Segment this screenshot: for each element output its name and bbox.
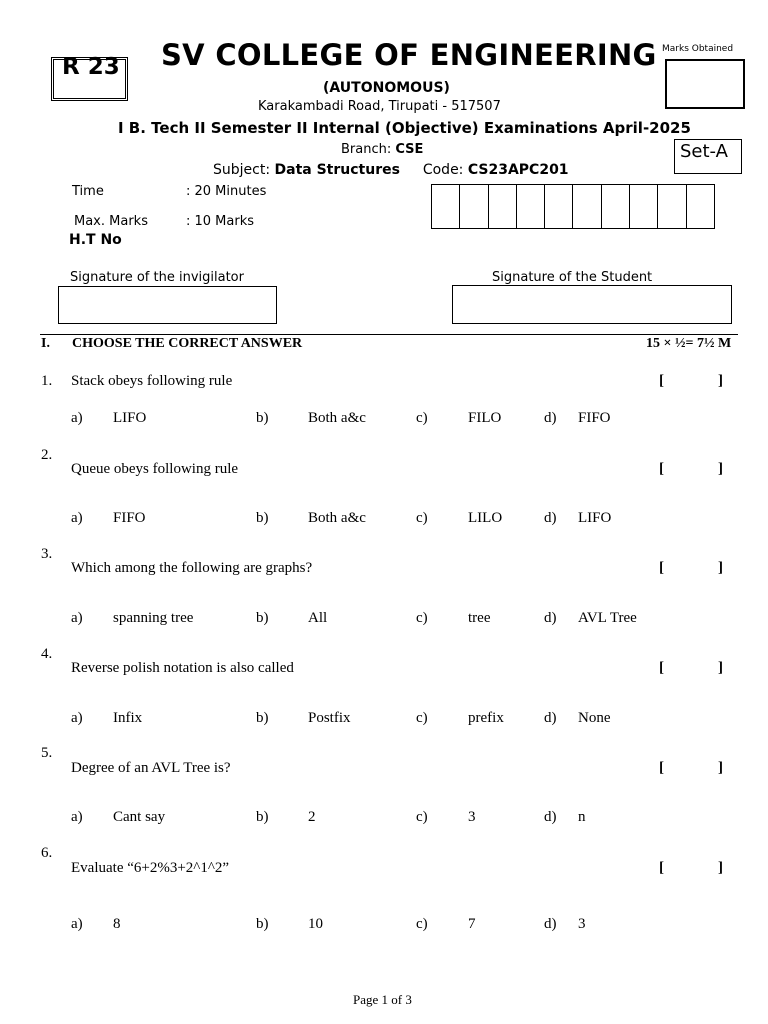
option-text: prefix xyxy=(468,710,504,726)
option-label: d) xyxy=(544,710,557,726)
option-label: b) xyxy=(256,610,269,626)
answer-bracket-close[interactable]: ] xyxy=(718,560,723,576)
section-title: CHOOSE THE CORRECT ANSWER xyxy=(72,336,303,351)
code-label: Code: xyxy=(422,162,464,178)
option-text: 3 xyxy=(578,916,586,932)
option-label: d) xyxy=(544,510,557,526)
ht-no-cell[interactable] xyxy=(602,185,630,228)
ht-no-grid[interactable] xyxy=(431,184,715,229)
option-label: a) xyxy=(71,610,83,626)
code-value: CS23APC201 xyxy=(467,162,569,178)
option-text: FIFO xyxy=(113,510,146,526)
regulation-code: R 23 xyxy=(62,54,120,80)
exam-title: I B. Tech II Semester II Internal (Objective) Examinations April-2025 xyxy=(118,119,691,137)
set-label: Set-A xyxy=(680,141,728,162)
option-text: All xyxy=(308,610,328,626)
answer-bracket-close[interactable]: ] xyxy=(718,660,723,676)
question-number: 3. xyxy=(41,546,53,562)
question-text: Which among the following are graphs? xyxy=(71,560,313,576)
option-text: tree xyxy=(468,610,491,626)
option-text: FILO xyxy=(468,410,502,426)
option-label: d) xyxy=(544,610,557,626)
question-number: 6. xyxy=(41,845,53,861)
option-text: Cant say xyxy=(113,809,166,825)
autonomous-label: (AUTONOMOUS) xyxy=(323,80,450,96)
answer-bracket-open[interactable]: [ xyxy=(659,660,664,676)
option-label: d) xyxy=(544,916,557,932)
option-text: Infix xyxy=(113,710,143,726)
option-label: b) xyxy=(256,916,269,932)
student-signature-box[interactable] xyxy=(452,285,732,324)
branch-line xyxy=(341,142,423,157)
answer-bracket-close[interactable]: ] xyxy=(718,860,723,876)
option-label: a) xyxy=(71,410,83,426)
option-text: 7 xyxy=(468,916,476,932)
ht-no-cell[interactable] xyxy=(573,185,601,228)
answer-bracket-close[interactable]: ] xyxy=(718,760,723,776)
college-address: Karakambadi Road, Tirupati - 517507 xyxy=(258,99,501,114)
option-text: LIFO xyxy=(113,410,147,426)
option-label: b) xyxy=(256,410,269,426)
answer-bracket-open[interactable]: [ xyxy=(659,760,664,776)
option-text: 10 xyxy=(308,916,323,932)
option-label: c) xyxy=(416,916,428,932)
option-label: c) xyxy=(416,610,428,626)
option-text: Postfix xyxy=(308,710,351,726)
option-label: c) xyxy=(416,710,428,726)
ht-no-cell[interactable] xyxy=(460,185,488,228)
branch-label: Branch: xyxy=(341,142,392,157)
page-number: Page 1 of 3 xyxy=(353,992,412,1007)
subject-value: Data Structures xyxy=(274,162,400,178)
ht-no-cell[interactable] xyxy=(630,185,658,228)
option-text: Both a&c xyxy=(308,510,366,526)
time-value: : 20 Minutes xyxy=(186,184,267,199)
option-text: LIFO xyxy=(578,510,612,526)
question-text: Evaluate “6+2%3+2^1^2” xyxy=(71,860,230,876)
question-number: 2. xyxy=(41,447,53,463)
option-label: c) xyxy=(416,809,428,825)
ht-no-cell[interactable] xyxy=(687,185,714,228)
option-text: None xyxy=(578,710,611,726)
option-label: b) xyxy=(256,510,269,526)
marks-obtained-box xyxy=(665,59,745,109)
answer-bracket-open[interactable]: [ xyxy=(659,860,664,876)
question-text: Queue obeys following rule xyxy=(71,461,239,477)
option-label: a) xyxy=(71,710,83,726)
answer-bracket-close[interactable]: ] xyxy=(718,461,723,477)
answer-bracket-open[interactable]: [ xyxy=(659,461,664,477)
option-label: b) xyxy=(256,809,269,825)
ht-no-label: H.T No xyxy=(69,232,122,248)
option-label: a) xyxy=(71,916,83,932)
ht-no-cell[interactable] xyxy=(545,185,573,228)
option-text: AVL Tree xyxy=(578,610,637,626)
question-number: 5. xyxy=(41,745,53,761)
option-label: a) xyxy=(71,809,83,825)
question-number: 4. xyxy=(41,646,53,662)
college-name: SV COLLEGE OF ENGINEERING xyxy=(161,38,657,72)
marks-obtained-label: Marks Obtained xyxy=(662,44,734,54)
student-signature-label: Signature of the Student xyxy=(492,270,653,285)
option-text: LILO xyxy=(468,510,503,526)
ht-no-cell[interactable] xyxy=(489,185,517,228)
ht-no-cell[interactable] xyxy=(517,185,545,228)
option-text: Both a&c xyxy=(308,410,366,426)
question-text: Degree of an AVL Tree is? xyxy=(71,760,231,776)
option-text: n xyxy=(578,809,586,825)
ht-no-cell[interactable] xyxy=(658,185,686,228)
max-marks-value: : 10 Marks xyxy=(186,214,255,229)
answer-bracket-close[interactable]: ] xyxy=(718,373,723,389)
time-label: Time xyxy=(72,184,104,199)
invigilator-signature-label: Signature of the invigilator xyxy=(70,270,244,285)
section-number: I. xyxy=(41,336,50,351)
section-divider xyxy=(40,334,738,335)
invigilator-signature-box[interactable] xyxy=(58,286,277,324)
question-text: Reverse polish notation is also called xyxy=(71,660,294,676)
option-label: a) xyxy=(71,510,83,526)
branch-value: CSE xyxy=(395,142,424,157)
option-label: c) xyxy=(416,410,428,426)
option-label: b) xyxy=(256,710,269,726)
answer-bracket-open[interactable]: [ xyxy=(659,560,664,576)
regulation-box xyxy=(51,54,128,101)
section-marks: 15 × ½= 7½ M xyxy=(646,336,732,351)
max-marks-label: Max. Marks xyxy=(74,214,148,229)
option-text: FIFO xyxy=(578,410,611,426)
option-text: 2 xyxy=(308,809,316,825)
option-label: d) xyxy=(544,809,557,825)
answer-bracket-open[interactable]: [ xyxy=(659,373,664,389)
subject-label: Subject: xyxy=(213,162,271,178)
option-text: 3 xyxy=(468,809,476,825)
subject-line xyxy=(213,162,569,178)
option-label: c) xyxy=(416,510,428,526)
ht-no-cell[interactable] xyxy=(432,185,460,228)
question-number: 1. xyxy=(41,373,53,389)
option-text: spanning tree xyxy=(113,610,194,626)
option-label: d) xyxy=(544,410,557,426)
question-text: Stack obeys following rule xyxy=(71,373,233,389)
set-box xyxy=(674,139,742,174)
option-text: 8 xyxy=(113,916,121,932)
